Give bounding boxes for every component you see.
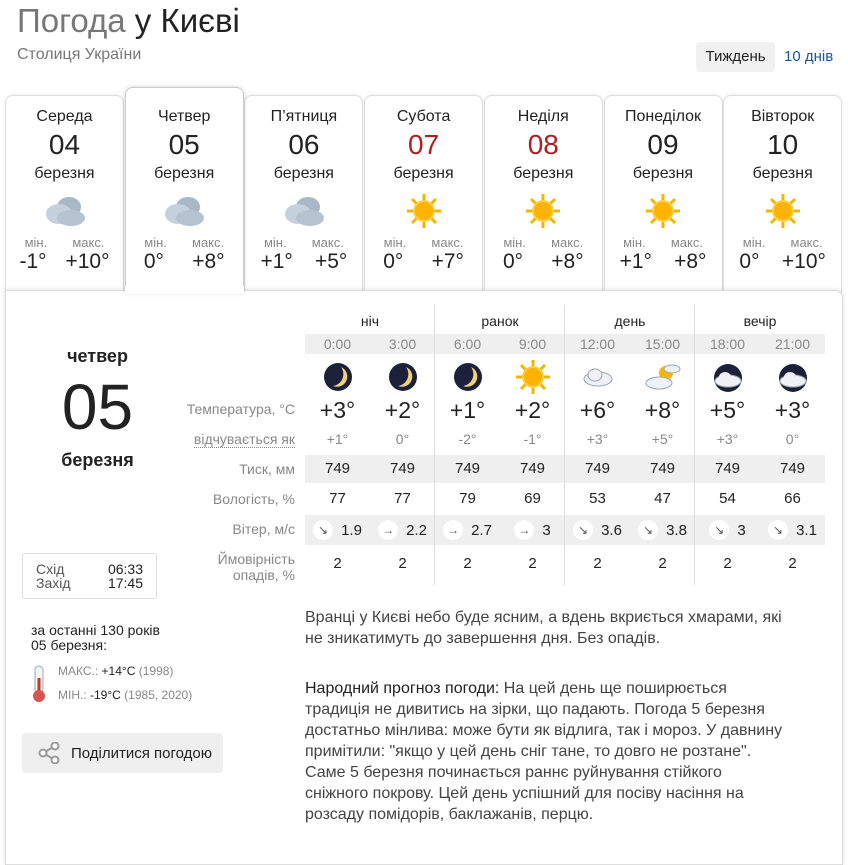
- moon-icon: [305, 359, 370, 395]
- wind-direction-icon: ↘: [709, 520, 729, 540]
- max-temp: +5°: [314, 250, 348, 273]
- max-temp: +8°: [551, 250, 584, 273]
- day-name: Субота: [396, 108, 451, 125]
- day-name: П’ятниця: [270, 108, 338, 125]
- wind-cell: [760, 515, 825, 545]
- period-day: день: [614, 313, 646, 329]
- page-subtitle: Столиця України: [17, 46, 142, 63]
- feels-cell: +5°: [651, 431, 674, 447]
- thermometer-icon: [30, 664, 48, 704]
- label-wind: Вітер, м/с: [232, 521, 295, 537]
- max-label: макс.: [670, 235, 703, 250]
- day-date: 05: [168, 129, 200, 160]
- label-humidity: Вологість, %: [212, 491, 295, 507]
- row-humidity: [305, 485, 825, 513]
- time-cell: 12:00: [579, 336, 616, 352]
- max-label: макс.: [431, 235, 464, 250]
- wind-direction-icon: ↘: [573, 520, 593, 540]
- pressure-cell: 749: [519, 460, 546, 477]
- pressure-cell: 749: [779, 460, 806, 477]
- day-month: березня: [632, 165, 694, 182]
- cloud-icon: [565, 359, 630, 395]
- wind-speed: 3: [542, 521, 551, 539]
- wind-direction-icon: →: [514, 520, 534, 540]
- max-temp: +7°: [431, 250, 464, 273]
- humidity-cell: 66: [784, 490, 801, 507]
- feels-cell: 0°: [395, 431, 410, 447]
- wind-speed: 2.7: [471, 521, 492, 539]
- day-name: Середа: [36, 108, 93, 125]
- precip-cell: 2: [528, 555, 537, 572]
- row-wind: [305, 515, 825, 545]
- label-temperature: Температура, °C: [186, 401, 295, 417]
- wind-cell: [695, 515, 760, 545]
- humidity-cell: 79: [459, 490, 476, 507]
- weather-description: Вранці у Києві небо буде ясним, а вдень вкриється хмарами, які не зникатимуть до завершення дня. Без опадів.: [305, 609, 782, 647]
- day-month: березня: [34, 165, 95, 182]
- min-temp: 0°: [143, 250, 164, 273]
- wind-cell: [305, 515, 370, 545]
- night-cloud-icon: [760, 359, 825, 395]
- period-evening: вечір: [743, 313, 777, 329]
- label-precipitation: Ймовірність опадів, %: [217, 551, 295, 583]
- sunset-time: 17:45: [107, 575, 143, 591]
- feels-cell: -1°: [523, 431, 542, 447]
- feels-cell: +1°: [326, 431, 349, 447]
- precip-cell: 2: [593, 555, 602, 572]
- day-date: 08: [527, 129, 559, 160]
- precip-cell: 2: [463, 555, 472, 572]
- wind-direction-icon: ↘: [313, 520, 333, 540]
- min-temp: +1°: [260, 250, 293, 273]
- wind-speed: 3.6: [601, 521, 622, 539]
- temp-cell: +3°: [774, 397, 811, 423]
- time-cell: 18:00: [709, 336, 746, 352]
- label-feels-like[interactable]: відчувається як: [193, 431, 295, 447]
- min-temp: 0°: [383, 250, 404, 273]
- folk-forecast: Народний прогноз погоди: На цей день ще поширюється традиція не дивитись на зірки, що падають. Погода 5 березня достатньо мінлива: може бути як відлига, так і мороз. У давнину примітили: "якщо у цей день сніг тане, то довго не розтане". Саме 5 березня починається раннє руйнування стійкого сніжного покрову. Цей день успішний для посіву насіння на розсаду помідорів, баклажанів, перцю.: [305, 680, 783, 823]
- humidity-cell: 77: [329, 490, 346, 507]
- row-precip: [305, 550, 825, 578]
- temp-cell: +2°: [514, 397, 551, 423]
- day-month: березня: [154, 165, 215, 182]
- sunset-label: Захід: [36, 575, 71, 591]
- max-temp: +10°: [65, 250, 110, 273]
- day-name: Вівторок: [751, 108, 815, 125]
- record-max: МАКС.: +14°C (1998): [58, 664, 174, 678]
- day-date: 04: [48, 129, 81, 160]
- row-feels: [305, 429, 825, 449]
- day-month: березня: [513, 165, 574, 182]
- history-heading: за останні 130 років 05 березня:: [31, 622, 160, 653]
- period-morning: ранок: [481, 313, 519, 329]
- wind-speed: 3: [737, 521, 746, 539]
- row-icon: [305, 359, 825, 395]
- divider: [694, 305, 695, 585]
- day-month: березня: [393, 165, 454, 182]
- max-label: макс.: [72, 235, 105, 250]
- time-cell: 0:00: [323, 336, 352, 352]
- selected-date: 05: [61, 371, 134, 443]
- precip-cell: 2: [658, 555, 667, 572]
- selected-weekday: четвер: [67, 346, 128, 366]
- day-name: Неділя: [517, 108, 569, 125]
- max-label: макс.: [790, 235, 823, 250]
- humidity-cell: 69: [524, 490, 541, 507]
- night-cloud-icon: [695, 359, 760, 395]
- feels-cell: +3°: [586, 431, 609, 447]
- divider: [434, 305, 435, 585]
- temp-cell: +3°: [319, 397, 356, 423]
- min-label: мін.: [742, 235, 766, 250]
- sunrise-sunset-box: [22, 553, 157, 599]
- time-cell: 15:00: [644, 336, 681, 352]
- pressure-cell: 749: [649, 460, 676, 477]
- temp-cell: +8°: [644, 397, 681, 423]
- time-cell: 3:00: [388, 336, 417, 352]
- row-temp: [305, 395, 825, 425]
- humidity-cell: 47: [654, 490, 671, 507]
- precip-cell: 2: [788, 555, 797, 572]
- page-title: Погода у Києві: [17, 2, 240, 39]
- wind-direction-icon: ↘: [638, 520, 658, 540]
- time-cell: 6:00: [453, 336, 482, 352]
- pressure-cell: 749: [389, 460, 416, 477]
- temp-cell: +5°: [709, 397, 746, 423]
- wind-speed: 3.8: [666, 521, 687, 539]
- moon-icon: [435, 359, 500, 395]
- max-label: макс.: [311, 235, 344, 250]
- wind-direction-icon: →: [378, 520, 398, 540]
- time-cell: 9:00: [518, 336, 547, 352]
- min-temp: 0°: [739, 250, 760, 273]
- day-month: березня: [752, 165, 813, 182]
- min-label: мін.: [383, 235, 407, 250]
- wind-cell: [500, 515, 565, 545]
- wind-cell: [435, 515, 500, 545]
- pressure-cell: 749: [714, 460, 741, 477]
- day-month: березня: [273, 165, 334, 182]
- temp-cell: +1°: [449, 397, 486, 423]
- humidity-cell: 77: [394, 490, 411, 507]
- min-label: мін.: [503, 235, 526, 250]
- temp-cell: +2°: [384, 397, 421, 423]
- sun-icon: [500, 359, 565, 395]
- share-icon: [38, 742, 60, 764]
- day-name: Понеділок: [624, 108, 702, 125]
- pressure-cell: 749: [584, 460, 611, 477]
- pressure-cell: 749: [324, 460, 351, 477]
- wind-speed: 3.1: [796, 521, 817, 539]
- feels-cell: 0°: [785, 431, 800, 447]
- record-min: МІН.: -19°C (1985, 2020): [58, 688, 193, 702]
- day-date: 07: [408, 129, 440, 160]
- max-temp: +8°: [192, 250, 225, 273]
- precip-cell: 2: [398, 555, 407, 572]
- humidity-cell: 54: [719, 490, 736, 507]
- min-temp: -1°: [19, 250, 47, 273]
- precip-cell: 2: [333, 555, 342, 572]
- week-button[interactable]: Тиждень: [696, 42, 775, 72]
- min-label: мін.: [24, 235, 48, 250]
- min-temp: +1°: [619, 250, 652, 273]
- wind-cell: [630, 515, 695, 545]
- selected-month: березня: [61, 450, 134, 470]
- humidity-cell: 53: [589, 490, 606, 507]
- wind-direction-icon: →: [443, 520, 463, 540]
- wind-speed: 1.9: [341, 521, 362, 539]
- pressure-cell: 749: [454, 460, 481, 477]
- temp-cell: +6°: [579, 397, 616, 423]
- day-date: 09: [647, 129, 679, 160]
- sunrise-label: Схід: [36, 561, 65, 577]
- sunrise-time: 06:33: [107, 561, 143, 577]
- moon-icon: [370, 359, 435, 395]
- day-date: 06: [288, 129, 320, 160]
- row-time: [305, 334, 825, 354]
- min-label: мін.: [623, 235, 646, 250]
- precip-cell: 2: [723, 555, 732, 572]
- day-name: Четвер: [157, 108, 211, 125]
- max-temp: +10°: [781, 250, 826, 273]
- divider: [564, 305, 565, 585]
- wind-cell: [565, 515, 630, 545]
- ten-days-link[interactable]: 10 днів: [784, 48, 834, 65]
- wind-cell: [370, 515, 435, 545]
- min-label: мін.: [263, 235, 287, 250]
- feels-cell: -2°: [458, 431, 477, 447]
- min-label: мін.: [144, 235, 167, 250]
- row-pressure: [305, 455, 825, 483]
- max-temp: +8°: [674, 250, 707, 273]
- feels-cell: +3°: [716, 431, 739, 447]
- wind-speed: 2.2: [406, 521, 427, 539]
- sun-cloud-icon: [630, 359, 695, 395]
- max-label: макс.: [192, 235, 225, 250]
- period-night: ніч: [360, 313, 380, 329]
- label-pressure: Тиск, мм: [239, 461, 295, 477]
- wind-direction-icon: ↘: [768, 520, 788, 540]
- share-label: Поділитися погодою: [71, 744, 213, 762]
- share-weather-button[interactable]: [22, 733, 223, 773]
- time-cell: 21:00: [774, 336, 811, 352]
- day-date: 10: [767, 129, 799, 160]
- min-temp: 0°: [502, 250, 524, 273]
- max-label: макс.: [551, 235, 584, 250]
